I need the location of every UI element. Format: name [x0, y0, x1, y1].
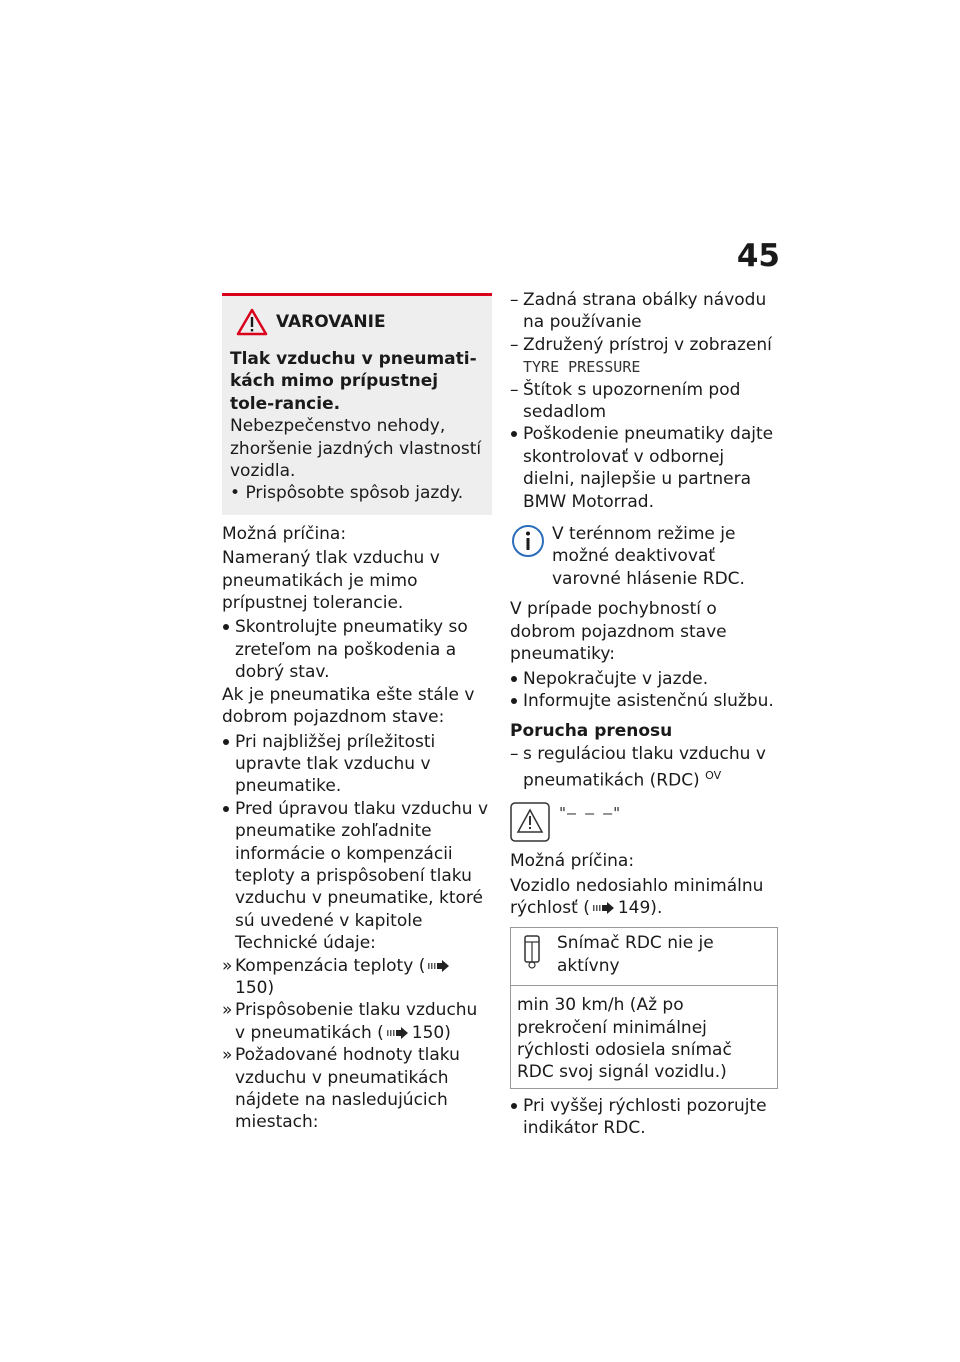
list-item — [222, 616, 492, 683]
list-item — [222, 798, 492, 955]
warning-title: Tlak vzduchu v pneumati-kách mimo prípustnej tole-rancie. — [230, 349, 477, 414]
rdc-table-body: min 30 km/h (Až po prekročení minimálnej rýchlosti odosiela snímač RDC svoj signál vozidlu.) — [517, 995, 732, 1083]
warning-bullet: • Prispôsobte spôsob jazdy. — [230, 483, 464, 504]
reference-item — [222, 999, 492, 1044]
display-text: TYRE PRESSURE — [523, 358, 641, 377]
cause-text-content: Vozidlo nedosiahlo minimálnu rýchlosť ( — [510, 875, 764, 918]
rdc-table-header — [511, 928, 777, 986]
reference-page[interactable]: 150) — [235, 977, 275, 998]
dash-item-text: s reguláciou tlaku vzduchu v pneumatikách (RDC) — [523, 743, 766, 791]
section-heading: Porucha prenosu — [510, 721, 673, 742]
cause-text — [510, 875, 778, 920]
info-note — [510, 523, 778, 590]
tyre-sensor-icon — [517, 932, 547, 972]
paragraph: V prípade pochybností o dobrom pojazdnom stave pneumatiky: — [510, 599, 727, 665]
chevron-icon: » — [222, 1000, 233, 1021]
dash-item-text: Štítok s upozornením pod sedadlom — [523, 379, 741, 423]
cause-label: Možná príčina: — [222, 523, 347, 544]
indicator-row — [510, 802, 778, 842]
indicator-display: "– – –" — [558, 804, 622, 823]
rdc-table-header-text: Snímač RDC nie je aktívny — [557, 933, 714, 976]
dash-item: – Zadná strana obálky návodu na používanie — [510, 290, 767, 333]
left-column — [222, 293, 492, 1134]
reference-text: Prispôsobenie tlaku vzduchu v pneumatikách ( — [235, 1000, 478, 1043]
superscript: OV — [705, 769, 722, 783]
warning-text: Nebezpečenstvo nehody, zhoršenie jazdných vlastností vozidla. — [230, 416, 482, 482]
list-item-text: Pred úpravou tlaku vzduchu v pneumatike zohľadnite informácie o kompenzácii teploty a prispôsobení tlaku vzduchu v pneumatike, ktoré sú uvedené v kapitole Technické údaje: — [235, 798, 489, 954]
warning-triangle-icon — [236, 308, 268, 336]
list-item-text: Informujte asistenčnú službu. — [523, 690, 774, 711]
chevron-icon: » — [222, 955, 233, 976]
list-item — [510, 423, 778, 513]
rdc-table — [510, 927, 778, 1088]
list-item-text: Poškodenie pneumatiky dajte skontrolovať v odbornej dielni, najlepšie u partnera BMW Motorrad. — [523, 424, 774, 512]
page-number: 45 — [736, 238, 780, 274]
dash-item: – Združený prístroj v zobrazení TYRE PRESSURE — [510, 334, 772, 377]
info-text: V terénnom režime je možné deaktivovať varovné hlásenie RDC. — [552, 524, 745, 589]
right-column — [510, 289, 778, 1140]
list-item — [510, 1095, 778, 1140]
chevron-icon: » — [222, 1045, 233, 1066]
warning-header — [230, 308, 482, 336]
list-item-text: Pri najbližšej príležitosti upravte tlak vzduchu v pneumatike. — [235, 731, 436, 797]
dash-item-text: Zadná strana obálky návodu na používanie — [523, 290, 767, 333]
reference-text: Kompenzácia teploty ( — [235, 955, 426, 976]
warning-box — [222, 293, 492, 515]
page-ref-arrow-icon — [593, 902, 615, 914]
page-ref-arrow-icon — [387, 1027, 409, 1039]
reference-text: Požadované hodnoty tlaku vzduchu v pneumatikách nájdete na nasledujúcich miestach: — [235, 1045, 460, 1133]
warning-light-icon — [510, 802, 550, 842]
dash-item: – s reguláciou tlaku vzduchu v pneumatikách (RDC) $^{OV}$ — [510, 743, 766, 791]
reference-item — [222, 1044, 492, 1134]
list-item — [510, 690, 778, 712]
dash-item: – Štítok s upozornením pod sedadlom — [510, 379, 741, 423]
warning-bullet-text: Prispôsobte spôsob jazdy. — [245, 483, 464, 504]
cause-text: Nameraný tlak vzduchu v pneumatikách je mimo prípustnej tolerancie. — [222, 548, 440, 614]
list-item — [222, 731, 492, 798]
reference-item — [222, 955, 492, 1000]
reference-page[interactable]: 150) — [411, 1022, 451, 1043]
info-icon — [510, 523, 546, 559]
cause-label: Možná príčina: — [510, 851, 635, 872]
paragraph: Ak je pneumatika ešte stále v dobrom pojazdnom stave: — [222, 684, 475, 728]
list-item-text: Nepokračujte v jazde. — [523, 668, 709, 689]
dash-item-text: Združený prístroj v zobrazení — [523, 334, 772, 355]
warning-heading: VAROVANIE — [276, 311, 386, 332]
list-item-text: Skontrolujte pneumatiky so zreteľom na poškodenia a dobrý stav. — [235, 617, 468, 683]
list-item — [510, 668, 778, 690]
reference-page[interactable]: 149). — [617, 898, 663, 918]
page-ref-arrow-icon — [428, 960, 450, 972]
list-item-text: Pri vyššej rýchlosti pozorujte indikátor RDC. — [523, 1095, 767, 1139]
